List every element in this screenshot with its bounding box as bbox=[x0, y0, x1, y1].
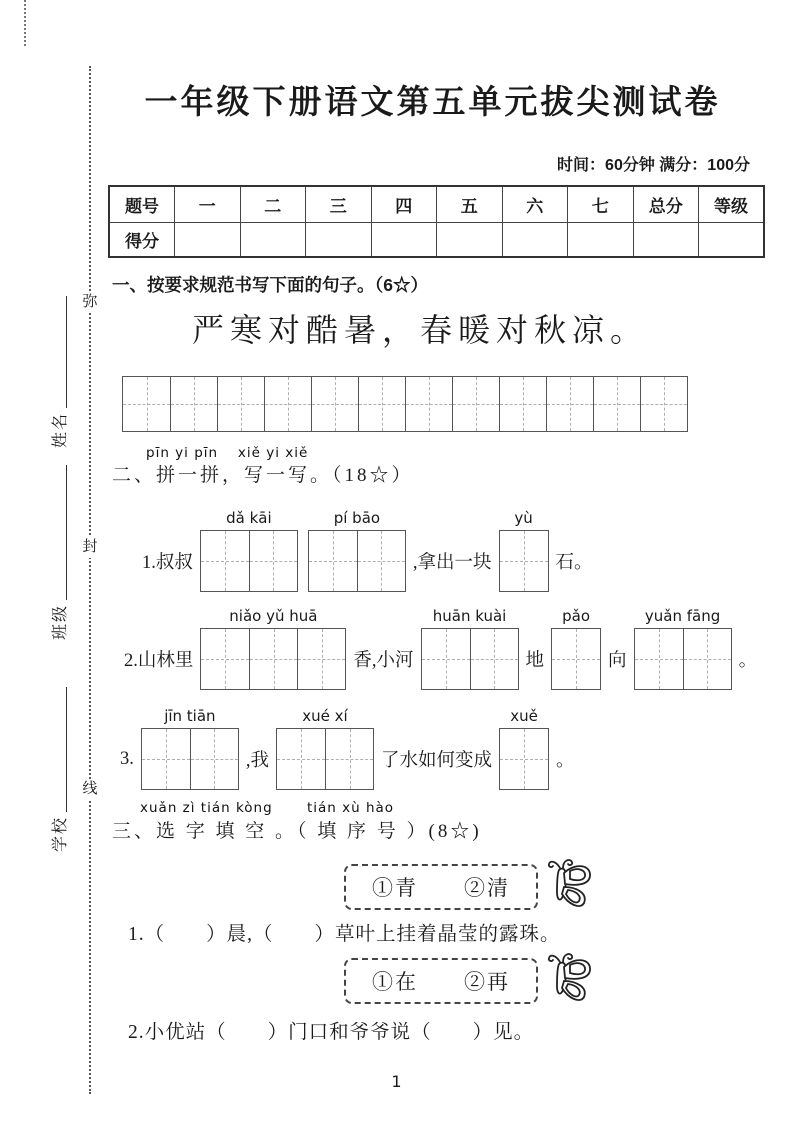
option-group bbox=[344, 864, 594, 912]
page-number: 1 bbox=[391, 1072, 402, 1091]
box-cell bbox=[277, 729, 325, 789]
section1-heading: 一、按要求规范书写下面的句子。（6☆） bbox=[112, 275, 428, 295]
name-field-blank bbox=[64, 296, 67, 408]
box-cell bbox=[297, 629, 345, 689]
box-cell bbox=[470, 629, 518, 689]
question-row bbox=[118, 707, 577, 790]
grid-cell bbox=[217, 377, 264, 431]
answer-box-pinyin: yuǎn fāng bbox=[644, 607, 721, 625]
grid-cell bbox=[170, 377, 217, 431]
score-cell: 总分 bbox=[633, 186, 699, 223]
box-cell bbox=[309, 531, 357, 591]
answer-box-pinyin: jīn tiān bbox=[164, 707, 216, 725]
box-cell bbox=[190, 729, 238, 789]
school-field-label: 学校 bbox=[52, 815, 69, 852]
answer-box-pinyin: dǎ kāi bbox=[226, 509, 272, 527]
score-cell bbox=[240, 223, 306, 258]
answer-box-pinyin: xué xí bbox=[302, 707, 348, 725]
name-field-label: 姓名 bbox=[52, 411, 69, 448]
score-cell: 一 bbox=[175, 186, 241, 223]
answer-box-pinyin: pǎo bbox=[562, 607, 590, 625]
school-field bbox=[44, 687, 70, 852]
question-row bbox=[122, 607, 759, 690]
question-text: 3. bbox=[120, 748, 134, 769]
seal-line bbox=[89, 66, 91, 1094]
score-cell bbox=[633, 223, 699, 258]
grid-cell bbox=[264, 377, 311, 431]
answer-box bbox=[634, 607, 732, 690]
box-cell bbox=[357, 531, 405, 591]
answer-box-grid bbox=[421, 628, 519, 690]
score-cell bbox=[699, 223, 765, 258]
answer-box-grid bbox=[276, 728, 374, 790]
answer-box-grid bbox=[200, 530, 298, 592]
answer-box-pinyin: yù bbox=[514, 509, 533, 527]
score-cell bbox=[568, 223, 634, 258]
question-text: 地 bbox=[525, 651, 545, 671]
answer-box-grid bbox=[499, 728, 549, 790]
answer-box-pinyin: pí bāo bbox=[333, 509, 381, 527]
answer-box bbox=[141, 707, 239, 790]
question-text: 香,小河 bbox=[353, 651, 414, 671]
seal-line-char: 线 bbox=[80, 779, 100, 800]
class-field-label: 班级 bbox=[52, 603, 69, 640]
class-field-blank bbox=[64, 465, 67, 600]
question-text: 1.叔叔 bbox=[142, 553, 193, 573]
answer-box-grid bbox=[634, 628, 732, 690]
answer-box bbox=[551, 607, 601, 690]
section2-heading: 二、拼一拼，写一写。（18☆） bbox=[112, 465, 414, 486]
answer-box-pinyin: niǎo yǔ huā bbox=[229, 607, 318, 625]
butterfly-icon bbox=[546, 952, 594, 1006]
section3-question: 2.小优站（ ）门口和爷爷说（ ）见。 bbox=[128, 1022, 535, 1043]
score-cell: 三 bbox=[306, 186, 372, 223]
grid-cell bbox=[123, 377, 170, 431]
score-cell bbox=[175, 223, 241, 258]
box-cell bbox=[249, 531, 297, 591]
score-value-row bbox=[109, 223, 764, 258]
question-text: 。 bbox=[556, 751, 575, 771]
grid-cell bbox=[640, 377, 687, 431]
question-text: ,拿出一块 bbox=[412, 553, 492, 573]
grid-cell bbox=[593, 377, 640, 431]
grid-cell bbox=[546, 377, 593, 431]
question-text: ,我 bbox=[245, 751, 270, 771]
answer-box bbox=[499, 509, 549, 592]
question-text: 石。 bbox=[555, 553, 593, 573]
answer-box bbox=[308, 509, 406, 592]
box-cell bbox=[683, 629, 731, 689]
score-cell: 等级 bbox=[699, 186, 765, 223]
option-group bbox=[344, 958, 594, 1006]
box-cell bbox=[500, 531, 548, 591]
exam-meta: 时间：60分钟 满分：100分 bbox=[557, 157, 750, 174]
grid-cell bbox=[358, 377, 405, 431]
answer-box-grid bbox=[200, 628, 346, 690]
section3-question: 1.（ ）晨,（ ）草叶上挂着晶莹的露珠。 bbox=[128, 924, 561, 945]
answer-box-grid bbox=[551, 628, 601, 690]
box-cell bbox=[201, 531, 249, 591]
answer-box-pinyin: xuě bbox=[510, 707, 538, 725]
name-field bbox=[44, 296, 70, 448]
grid-cell bbox=[311, 377, 358, 431]
grid-cell bbox=[405, 377, 452, 431]
box-cell bbox=[325, 729, 373, 789]
answer-box bbox=[499, 707, 549, 790]
answer-box-grid bbox=[499, 530, 549, 592]
grid-cell bbox=[452, 377, 499, 431]
box-cell bbox=[249, 629, 297, 689]
seal-line-char: 封 bbox=[80, 537, 100, 558]
grid-cell bbox=[499, 377, 546, 431]
score-cell: 七 bbox=[568, 186, 634, 223]
answer-box bbox=[421, 607, 519, 690]
score-cell bbox=[502, 223, 568, 258]
question-text: 。 bbox=[738, 651, 758, 671]
seal-line-char: 弥 bbox=[80, 292, 100, 313]
score-cell bbox=[437, 223, 503, 258]
score-row-label: 得分 bbox=[109, 223, 175, 258]
question-row bbox=[140, 509, 595, 592]
box-cell bbox=[142, 729, 190, 789]
score-header-row bbox=[109, 186, 764, 223]
box-cell bbox=[635, 629, 683, 689]
box-cell bbox=[422, 629, 470, 689]
answer-box bbox=[200, 509, 298, 592]
box-cell bbox=[500, 729, 548, 789]
score-cell: 五 bbox=[437, 186, 503, 223]
score-cell bbox=[371, 223, 437, 258]
score-cell bbox=[306, 223, 372, 258]
question-text: 向 bbox=[608, 651, 627, 671]
answer-box-pinyin: huān kuài bbox=[432, 607, 507, 625]
score-cell: 六 bbox=[502, 186, 568, 223]
school-field-blank bbox=[64, 687, 67, 812]
score-cell: 题号 bbox=[109, 186, 175, 223]
question-text: 2.山林里 bbox=[124, 651, 194, 671]
writing-grid bbox=[122, 376, 688, 432]
seal-line-stub bbox=[24, 0, 26, 46]
section3-heading: 三、选 字 填 空 。（ 填 序 号 ）(8☆) bbox=[112, 821, 482, 842]
score-cell: 二 bbox=[240, 186, 306, 223]
paper-title: 一年级下册语文第五单元拔尖测试卷 bbox=[144, 83, 721, 120]
box-cell bbox=[552, 629, 600, 689]
question-text: 了水如何变成 bbox=[381, 751, 493, 771]
score-cell: 四 bbox=[371, 186, 437, 223]
option-box: ①在 ②再 bbox=[344, 958, 538, 1004]
box-cell bbox=[201, 629, 249, 689]
answer-box-grid bbox=[308, 530, 406, 592]
section2-pinyin: pīn yi pīn xiě yi xiě bbox=[146, 445, 309, 461]
class-field bbox=[44, 465, 70, 640]
answer-box bbox=[276, 707, 374, 790]
section3-pinyin: xuǎn zì tián kòng tián xù hào bbox=[140, 800, 395, 816]
practice-sentence: 严寒对酷暑，春暖对秋凉。 bbox=[191, 312, 648, 348]
butterfly-icon bbox=[546, 858, 594, 912]
answer-box bbox=[200, 607, 346, 690]
answer-box-grid bbox=[141, 728, 239, 790]
score-table bbox=[108, 185, 765, 258]
option-box: ①青 ②清 bbox=[344, 864, 538, 910]
